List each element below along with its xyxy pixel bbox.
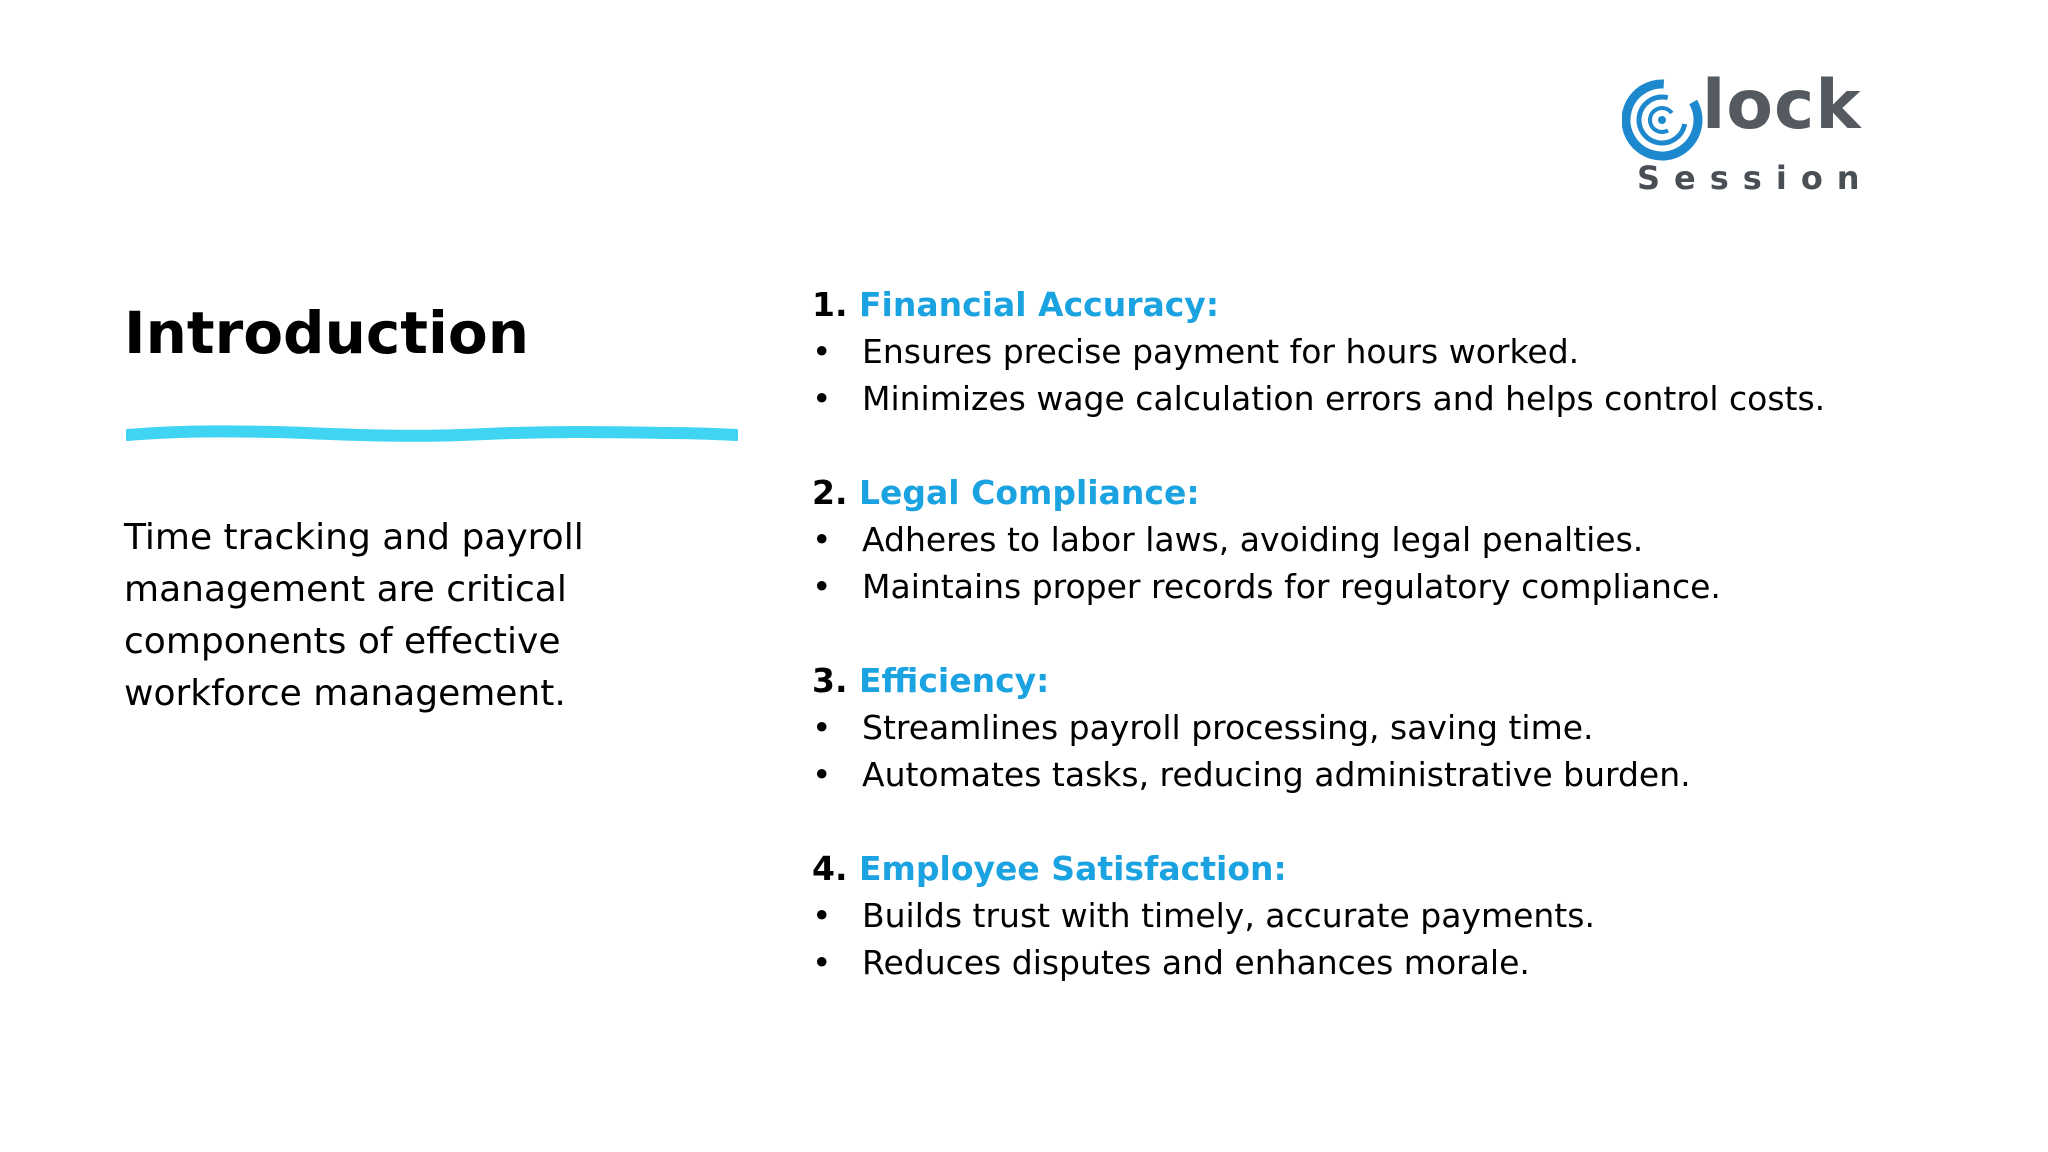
bullet-icon: • (812, 332, 832, 371)
point-title: Financial Accuracy: (859, 285, 1220, 324)
bullet-text: Minimizes wage calculation errors and helps control costs. (862, 379, 1826, 418)
clock-logo-icon (1622, 78, 1706, 162)
bullet-item (812, 375, 1962, 422)
bullet-text: Adheres to labor laws, avoiding legal penalties. (862, 520, 1644, 559)
point-title: Legal Compliance: (859, 473, 1200, 512)
point-heading (812, 657, 1962, 704)
point-number: 1. (812, 285, 848, 324)
bullet-text: Reduces disputes and enhances morale. (862, 943, 1530, 982)
bullet-item (812, 751, 1962, 798)
point-item (812, 469, 1962, 610)
bullet-text: Builds trust with timely, accurate payments. (862, 896, 1595, 935)
point-heading (812, 281, 1962, 328)
bullet-text: Automates tasks, reducing administrative burden. (862, 755, 1691, 794)
point-bullets (812, 516, 1962, 610)
bullet-text: Ensures precise payment for hours worked. (862, 332, 1580, 371)
bullet-item (812, 516, 1962, 563)
bullet-icon: • (812, 520, 832, 559)
logo-subtitle: Session (1637, 159, 1874, 197)
point-heading (812, 469, 1962, 516)
point-title: Employee Satisfaction: (859, 849, 1287, 888)
bullet-text: Maintains proper records for regulatory compliance. (862, 567, 1721, 606)
bullet-item (812, 328, 1962, 375)
point-title: Efficiency: (859, 661, 1050, 700)
bullet-icon: • (812, 943, 832, 982)
logo-wordmark: lock (1702, 66, 1862, 145)
point-bullets (812, 704, 1962, 798)
intro-title: Introduction (124, 299, 529, 367)
bullet-item (812, 704, 1962, 751)
bullet-icon: • (812, 896, 832, 935)
point-bullets (812, 328, 1962, 422)
title-underline (126, 424, 738, 446)
point-number: 4. (812, 849, 848, 888)
bullet-text: Streamlines payroll processing, saving time. (862, 708, 1594, 747)
bullet-item (812, 563, 1962, 610)
bullet-icon: • (812, 708, 832, 747)
intro-text: Time tracking and payroll management are critical components of effective workforce management. (124, 517, 584, 714)
point-item (812, 845, 1962, 986)
bullet-item (812, 939, 1962, 986)
point-number: 3. (812, 661, 848, 700)
point-bullets (812, 892, 1962, 986)
bullet-icon: • (812, 379, 832, 418)
point-number: 2. (812, 473, 848, 512)
bullet-icon: • (812, 755, 832, 794)
point-heading (812, 845, 1962, 892)
point-item (812, 657, 1962, 798)
bullet-item (812, 892, 1962, 939)
bullet-icon: • (812, 567, 832, 606)
key-points-list (812, 281, 1962, 1033)
point-item (812, 281, 1962, 422)
clock-session-logo (1622, 66, 1874, 208)
